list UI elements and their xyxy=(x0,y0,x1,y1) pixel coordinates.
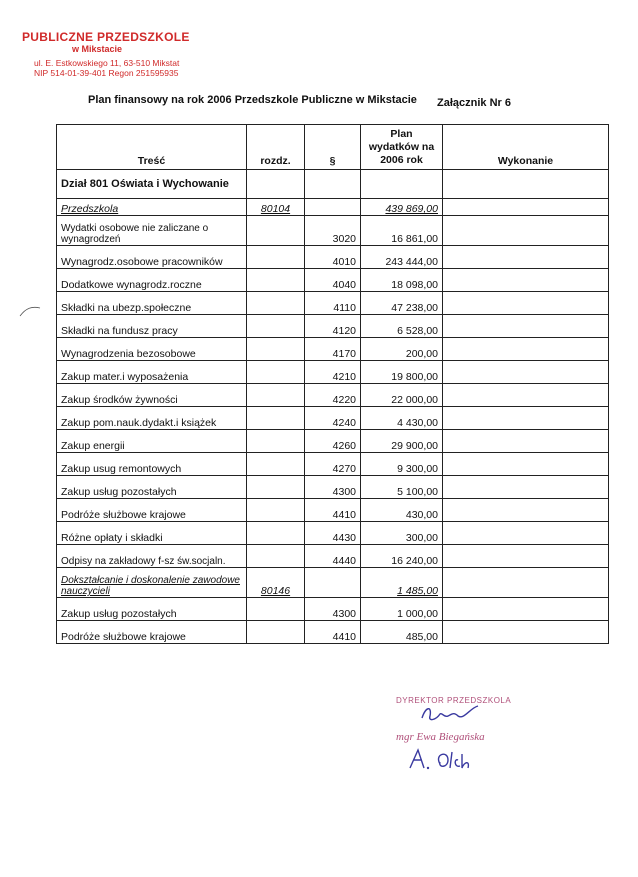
empty-cell xyxy=(361,170,443,199)
table-row xyxy=(57,216,609,246)
row-plan: 200,00 xyxy=(361,338,443,361)
scan-mark-icon xyxy=(18,304,42,320)
signature-name: mgr Ewa Biegańska xyxy=(396,731,485,743)
row-paragraph: 4120 xyxy=(305,315,361,338)
row-rozdz xyxy=(247,246,305,269)
row-rozdz xyxy=(247,269,305,292)
table-row xyxy=(57,384,609,407)
row-plan: 300,00 xyxy=(361,522,443,545)
row-tresc: Zakup usług pozostałych xyxy=(57,476,247,499)
header-wykonanie: Wykonanie xyxy=(443,125,609,170)
row-wykonanie xyxy=(443,292,609,315)
stamp-line-name: PUBLICZNE PRZEDSZKOLE xyxy=(22,30,190,44)
table-row xyxy=(57,315,609,338)
row-paragraph: 4040 xyxy=(305,269,361,292)
table-row xyxy=(57,269,609,292)
header-row xyxy=(57,125,609,170)
row-plan: 485,00 xyxy=(361,621,443,644)
row-paragraph: 4440 xyxy=(305,545,361,568)
row-plan xyxy=(361,199,443,216)
row-tresc: Zakup pom.nauk.dydakt.i książek xyxy=(57,407,247,430)
row-tresc: Zakup mater.i wyposażenia xyxy=(57,361,247,384)
row-tresc: Wydatki osobowe nie zaliczane o wynagrodzeń xyxy=(57,216,247,246)
row-wykonanie xyxy=(443,522,609,545)
section-title: Dział 801 Oświata i Wychowanie xyxy=(57,170,247,199)
stamp-line-ids: NIP 514-01-39-401 Regon 251595935 xyxy=(34,68,179,78)
row-plan: 29 900,00 xyxy=(361,430,443,453)
row-plan: 47 238,00 xyxy=(361,292,443,315)
row-rozdz xyxy=(247,568,305,598)
table-row xyxy=(57,476,609,499)
table-row xyxy=(57,522,609,545)
annex-label: Załącznik Nr 6 xyxy=(437,97,511,109)
signature-title: DYREKTOR PRZEDSZKOLA xyxy=(396,696,512,705)
row-tresc: Składki na fundusz pracy xyxy=(57,315,247,338)
row-paragraph: 4430 xyxy=(305,522,361,545)
row-wykonanie xyxy=(443,361,609,384)
row-plan: 5 100,00 xyxy=(361,476,443,499)
table-row xyxy=(57,621,609,644)
row-rozdz xyxy=(247,199,305,216)
row-rozdz xyxy=(247,545,305,568)
document-title: Plan finansowy na rok 2006 Przedszkole Publiczne w Mikstacie xyxy=(88,94,417,106)
row-tresc: Podróże służbowe krajowe xyxy=(57,621,247,644)
empty-cell xyxy=(305,170,361,199)
row-tresc xyxy=(57,568,247,598)
table-row xyxy=(57,199,609,216)
row-wykonanie xyxy=(443,598,609,621)
row-paragraph: 4220 xyxy=(305,384,361,407)
row-rozdz xyxy=(247,430,305,453)
row-tresc xyxy=(57,199,247,216)
row-paragraph: 4010 xyxy=(305,246,361,269)
row-paragraph: 4410 xyxy=(305,499,361,522)
stamp-line-address: ul. E. Estkowskiego 11, 63-510 Mikstat xyxy=(34,58,180,68)
row-plan: 6 528,00 xyxy=(361,315,443,338)
row-rozdz xyxy=(247,522,305,545)
row-rozdz xyxy=(247,476,305,499)
row-tresc: Wynagrodz.osobowe pracowników xyxy=(57,246,247,269)
row-wykonanie xyxy=(443,499,609,522)
row-rozdz xyxy=(247,407,305,430)
row-paragraph: 4260 xyxy=(305,430,361,453)
empty-cell xyxy=(247,170,305,199)
row-rozdz xyxy=(247,338,305,361)
row-paragraph xyxy=(305,199,361,216)
row-plan-value: 1 485,00 xyxy=(397,585,438,597)
empty-cell xyxy=(443,170,609,199)
row-rozdz xyxy=(247,216,305,246)
row-plan: 430,00 xyxy=(361,499,443,522)
table-row xyxy=(57,292,609,315)
row-wykonanie xyxy=(443,384,609,407)
row-rozdz xyxy=(247,453,305,476)
handwritten-signature-icon xyxy=(418,702,488,726)
header-tresc: Treść xyxy=(57,125,247,170)
table-row xyxy=(57,598,609,621)
row-paragraph: 4300 xyxy=(305,598,361,621)
row-tresc: Dodatkowe wynagrodz.roczne xyxy=(57,269,247,292)
row-paragraph xyxy=(305,568,361,598)
row-rozdz-value: 80146 xyxy=(260,585,291,597)
stamp-line-location: w Mikstacie xyxy=(71,44,123,54)
row-wykonanie xyxy=(443,269,609,292)
signature-block xyxy=(396,696,511,743)
row-paragraph: 4410 xyxy=(305,621,361,644)
row-paragraph: 4300 xyxy=(305,476,361,499)
row-rozdz xyxy=(247,499,305,522)
table-row xyxy=(57,568,609,598)
table-row xyxy=(57,246,609,269)
row-plan: 9 300,00 xyxy=(361,453,443,476)
row-wykonanie xyxy=(443,453,609,476)
row-rozdz xyxy=(247,621,305,644)
row-rozdz-value: 80104 xyxy=(260,203,291,215)
row-plan: 16 240,00 xyxy=(361,545,443,568)
table-row xyxy=(57,499,609,522)
header-rozdz: rozdz. xyxy=(247,125,305,170)
row-tresc: Zakup usług pozostałych xyxy=(57,598,247,621)
row-paragraph: 4110 xyxy=(305,292,361,315)
row-paragraph: 4240 xyxy=(305,407,361,430)
row-rozdz xyxy=(247,315,305,338)
handwritten-initials-icon xyxy=(404,746,484,774)
row-plan: 243 444,00 xyxy=(361,246,443,269)
table-row xyxy=(57,407,609,430)
table-row xyxy=(57,453,609,476)
row-tresc: Składki na ubezp.społeczne xyxy=(57,292,247,315)
row-plan: 22 000,00 xyxy=(361,384,443,407)
row-tresc: Zakup usug remontowych xyxy=(57,453,247,476)
table-row xyxy=(57,545,609,568)
row-tresc: Podróże służbowe krajowe xyxy=(57,499,247,522)
row-wykonanie xyxy=(443,430,609,453)
row-wykonanie xyxy=(443,338,609,361)
table-row xyxy=(57,338,609,361)
row-rozdz xyxy=(247,292,305,315)
row-paragraph: 4210 xyxy=(305,361,361,384)
row-wykonanie xyxy=(443,199,609,216)
row-plan: 4 430,00 xyxy=(361,407,443,430)
row-tresc-value: Przedszkola xyxy=(61,203,119,215)
row-tresc: Różne opłaty i składki xyxy=(57,522,247,545)
row-plan: 18 098,00 xyxy=(361,269,443,292)
row-wykonanie xyxy=(443,568,609,598)
row-paragraph: 3020 xyxy=(305,216,361,246)
row-plan: 19 800,00 xyxy=(361,361,443,384)
table-row xyxy=(57,361,609,384)
row-rozdz xyxy=(247,361,305,384)
institution-stamp xyxy=(22,30,192,78)
table-row xyxy=(57,430,609,453)
row-wykonanie xyxy=(443,545,609,568)
row-rozdz xyxy=(247,384,305,407)
row-wykonanie xyxy=(443,246,609,269)
header-plan: Plan wydatków na 2006 rok xyxy=(361,125,443,170)
row-tresc: Zakup energii xyxy=(57,430,247,453)
row-wykonanie xyxy=(443,315,609,338)
row-wykonanie xyxy=(443,407,609,430)
row-tresc: Wynagrodzenia bezosobowe xyxy=(57,338,247,361)
row-tresc-value: Dokształcanie i doskonalenie zawodowe nauczycieli xyxy=(61,575,240,597)
row-wykonanie xyxy=(443,476,609,499)
row-wykonanie xyxy=(443,621,609,644)
row-paragraph: 4170 xyxy=(305,338,361,361)
financial-plan-table xyxy=(56,124,609,644)
row-rozdz xyxy=(247,598,305,621)
row-wykonanie xyxy=(443,216,609,246)
row-tresc: Zakup środków żywności xyxy=(57,384,247,407)
row-plan: 16 861,00 xyxy=(361,216,443,246)
row-plan: 1 000,00 xyxy=(361,598,443,621)
header-paragraph: § xyxy=(305,125,361,170)
row-plan xyxy=(361,568,443,598)
row-paragraph: 4270 xyxy=(305,453,361,476)
section-row xyxy=(57,170,609,199)
row-plan-value: 439 869,00 xyxy=(385,203,438,215)
row-tresc: Odpisy na zakładowy f-sz św.socjaln. xyxy=(57,545,247,568)
